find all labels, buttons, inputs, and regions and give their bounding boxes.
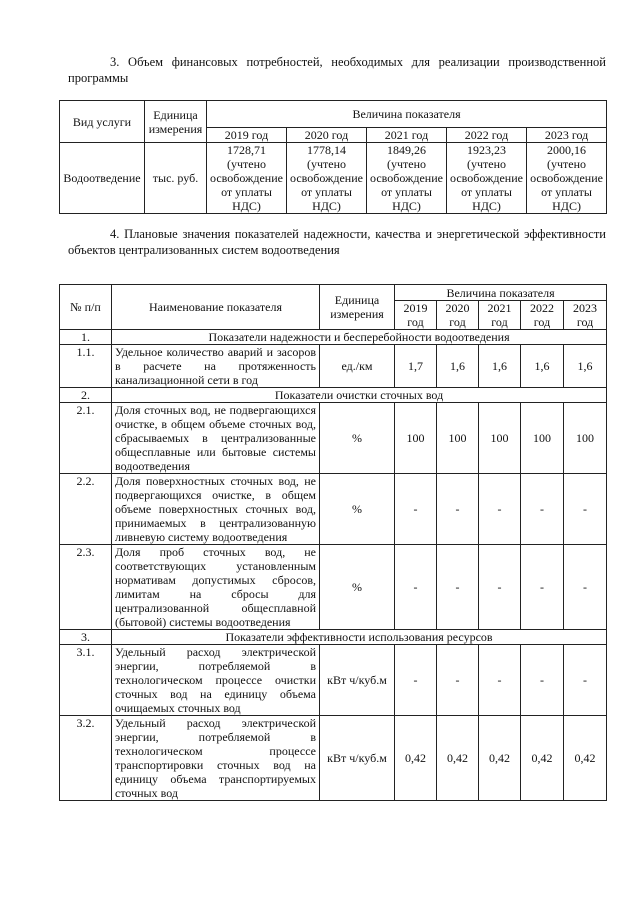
section-num: 3. [60,630,112,645]
indicator-name: Удельный расход электрической энергии, потребляемой в технологическом процессе очистки сточных вод на единицу объема очищаемых сточных вод [112,645,320,716]
year-header: 2022 год [447,128,527,143]
indicator-value: - [395,545,437,630]
indicator-value: 100 [521,403,564,474]
indicator-name: Удельный расход электрической энергии, потребляемой в технологическом процессе транспортировки сточных вод на единицу объема транспортируемых сточных вод [112,716,320,801]
year-header: 2019 год [207,128,287,143]
indicator-value: 0,42 [479,716,521,801]
financial-needs-table [59,100,607,214]
value-cell: 1778,14 (учтено освобождение от уплаты НДС) [287,143,367,214]
section-title: Показатели очистки сточных вод [112,388,607,403]
indicator-value: 100 [479,403,521,474]
indicator-value: - [479,645,521,716]
section-num: 2. [60,388,112,403]
indicator-value: - [437,545,479,630]
unit-cell: тыс. руб. [145,143,207,214]
year-header: 2020 год [437,301,479,330]
indicator-name: Доля сточных вод, не подвергающихся очистке, в общем объеме сточных вод, сбрасываемых в централизованные общесплавные или бытовые системы водоотведения [112,403,320,474]
section3-heading: 3. Объем финансовых потребностей, необходимых для реализации производственной программы [68,55,606,85]
indicator-name: Доля поверхностных сточных вод, не подвергающихся очистке, в общем объеме поверхностных сточных вод, принимаемых в централизованную ливневую систему водоотведения [112,474,320,545]
value-cell: 1728,71 (учтено освобождение от уплаты НДС) [207,143,287,214]
section-num: 1. [60,330,112,345]
indicator-unit: ед./км [320,345,395,388]
indicator-value: 1,6 [521,345,564,388]
section-title: Показатели эффективности использования ресурсов [112,630,607,645]
row-num: 3.1. [60,645,112,716]
section-title: Показатели надежности и бесперебойности водоотведения [112,330,607,345]
service-cell: Водоотведение [60,143,145,214]
indicator-unit: % [320,545,395,630]
indicator-value: - [437,474,479,545]
year-header: 2021 год [479,301,521,330]
col-num-header: № п/п [60,285,112,330]
col-unit-header: Единица измерения [145,101,207,143]
indicator-value: - [564,545,607,630]
indicator-unit: % [320,474,395,545]
col-service-header: Вид услуги [60,101,145,143]
indicator-value: 100 [437,403,479,474]
indicator-name: Удельное количество аварий и засоров в расчете на протяженность канализационной сети в год [112,345,320,388]
value-cell: 1923,23 (учтено освобождение от уплаты НДС) [447,143,527,214]
indicator-value: - [521,474,564,545]
indicator-value: 0,42 [437,716,479,801]
indicator-name: Доля проб сточных вод, не соответствующих установленным нормативам допустимых сбросов, лимитам на сбросы для централизованной общесплавной (бытовой) системы водоотведения [112,545,320,630]
indicator-value: - [395,645,437,716]
year-header: 2020 год [287,128,367,143]
indicator-value: - [437,645,479,716]
indicator-value: 0,42 [395,716,437,801]
indicator-value: 0,42 [564,716,607,801]
row-num: 3.2. [60,716,112,801]
row-num: 1.1. [60,345,112,388]
year-header: 2022 год [521,301,564,330]
row-num: 2.2. [60,474,112,545]
indicator-unit: кВт ч/куб.м [320,645,395,716]
indicator-value: - [395,474,437,545]
indicator-value: 1,6 [437,345,479,388]
indicator-value: - [521,645,564,716]
indicator-value: 1,6 [479,345,521,388]
year-header: 2021 год [367,128,447,143]
indicator-value: 100 [564,403,607,474]
indicator-value: 1,6 [564,345,607,388]
indicator-value: - [564,645,607,716]
indicator-value: - [479,545,521,630]
indicator-value: 100 [395,403,437,474]
col-value-header: Величина показателя [395,285,607,301]
year-header: 2023 год [527,128,607,143]
indicator-unit: кВт ч/куб.м [320,716,395,801]
indicator-value: - [479,474,521,545]
value-cell: 1849,26 (учтено освобождение от уплаты НДС) [367,143,447,214]
indicator-value: - [521,545,564,630]
row-num: 2.1. [60,403,112,474]
row-num: 2.3. [60,545,112,630]
indicator-value: 1,7 [395,345,437,388]
indicator-value: 0,42 [521,716,564,801]
section4-heading: 4. Плановые значения показателей надежности, качества и энергетической эффективности объектов централизованных систем водоотведения [68,227,606,257]
year-header: 2019 год [395,301,437,330]
year-header: 2023 год [564,301,607,330]
col-value-header: Величина показателя [207,101,607,128]
col-name-header: Наименование показателя [112,285,320,330]
col-unit-header: Единица измерения [320,285,395,330]
indicators-table [59,284,607,801]
indicator-value: - [564,474,607,545]
indicator-unit: % [320,403,395,474]
value-cell: 2000,16 (учтено освобождение от уплаты НДС) [527,143,607,214]
